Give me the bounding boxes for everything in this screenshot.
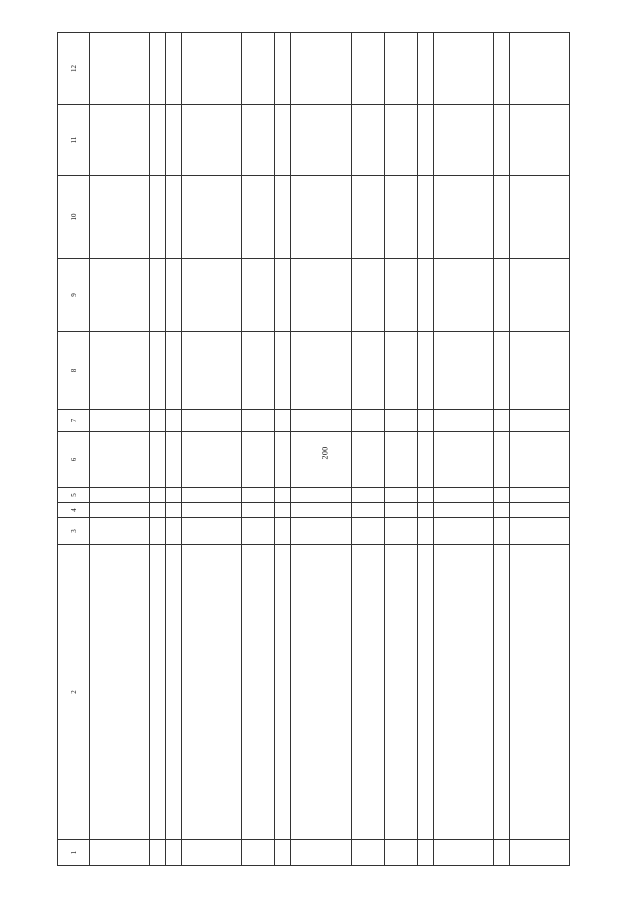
value-cell-c6 xyxy=(90,432,150,488)
row-name-cell xyxy=(166,545,182,840)
value-cell-c10 xyxy=(90,176,150,259)
value-cell-c11 xyxy=(166,105,182,176)
value-cell-c6 xyxy=(291,432,351,488)
value-cell-c3 xyxy=(417,518,433,545)
value-cell-c12 xyxy=(351,33,384,105)
row-marker-cell xyxy=(166,840,182,866)
row-marker-cell xyxy=(90,840,150,866)
value-cell-c11 xyxy=(242,105,275,176)
value-cell-c5 xyxy=(242,488,275,503)
table-row xyxy=(509,33,569,866)
value-cell-c8 xyxy=(275,332,291,410)
value-cell-c12 xyxy=(90,33,150,105)
value-cell-c11 xyxy=(493,105,509,176)
row-name-cell xyxy=(291,545,351,840)
value-cell-c12 xyxy=(493,33,509,105)
value-cell-c6 xyxy=(275,432,291,488)
value-cell-c5 xyxy=(493,488,509,503)
value-cell-c3 xyxy=(351,518,384,545)
value-cell-c6 xyxy=(493,432,509,488)
value-cell-c6 xyxy=(242,432,275,488)
column-header: 6 xyxy=(58,432,90,488)
page-number: 200 xyxy=(320,446,330,460)
row-marker-cell xyxy=(242,840,275,866)
value-cell-c6 xyxy=(182,432,242,488)
value-cell-c10 xyxy=(150,176,166,259)
value-cell-c8 xyxy=(417,332,433,410)
value-cell-c6 xyxy=(351,432,384,488)
value-cell-c12 xyxy=(417,33,433,105)
value-cell-c4 xyxy=(433,503,493,518)
value-cell-c4 xyxy=(166,503,182,518)
value-cell-c8 xyxy=(291,332,351,410)
row-name-cell xyxy=(351,545,384,840)
table-row xyxy=(433,33,493,866)
row-name-cell xyxy=(242,545,275,840)
value-cell-c5 xyxy=(90,488,150,503)
row-marker-cell xyxy=(417,840,433,866)
value-cell-c5 xyxy=(433,488,493,503)
table-row xyxy=(384,33,417,866)
row-marker-cell xyxy=(351,840,384,866)
row-marker-cell xyxy=(291,840,351,866)
value-cell-c5 xyxy=(417,488,433,503)
table-row xyxy=(493,33,509,866)
value-cell-c3 xyxy=(150,518,166,545)
value-cell-c10 xyxy=(291,176,351,259)
value-cell-c4 xyxy=(90,503,150,518)
value-cell-c3 xyxy=(291,518,351,545)
value-cell-c8 xyxy=(509,332,569,410)
value-cell-c7 xyxy=(90,410,150,432)
value-cell-c12 xyxy=(275,33,291,105)
value-cell-c9 xyxy=(493,259,509,332)
value-cell-c11 xyxy=(417,105,433,176)
row-name-cell xyxy=(275,545,291,840)
value-cell-c6 xyxy=(166,432,182,488)
value-cell-c7 xyxy=(182,410,242,432)
value-cell-c4 xyxy=(351,503,384,518)
value-cell-c10 xyxy=(166,176,182,259)
value-cell-c6 xyxy=(150,432,166,488)
row-marker-cell xyxy=(150,840,166,866)
value-cell-c5 xyxy=(275,488,291,503)
value-cell-c9 xyxy=(275,259,291,332)
value-cell-c12 xyxy=(433,33,493,105)
value-cell-c4 xyxy=(275,503,291,518)
value-cell-c4 xyxy=(509,503,569,518)
value-cell-c3 xyxy=(509,518,569,545)
column-header: 5 xyxy=(58,488,90,503)
column-header: 2 xyxy=(58,545,90,840)
value-cell-c5 xyxy=(384,488,417,503)
value-cell-c4 xyxy=(384,503,417,518)
value-cell-c12 xyxy=(291,33,351,105)
value-cell-c5 xyxy=(150,488,166,503)
table-row xyxy=(417,33,433,866)
value-cell-c12 xyxy=(150,33,166,105)
value-cell-c5 xyxy=(351,488,384,503)
table-row xyxy=(90,33,150,866)
row-marker-cell xyxy=(509,840,569,866)
column-header: 11 xyxy=(58,105,90,176)
table-body xyxy=(90,33,570,866)
value-cell-c11 xyxy=(509,105,569,176)
value-cell-c9 xyxy=(384,259,417,332)
value-cell-c11 xyxy=(433,105,493,176)
table-row xyxy=(275,33,291,866)
value-cell-c9 xyxy=(351,259,384,332)
value-cell-c9 xyxy=(90,259,150,332)
row-marker-cell xyxy=(493,840,509,866)
value-cell-c8 xyxy=(433,332,493,410)
value-cell-c11 xyxy=(275,105,291,176)
value-cell-c3 xyxy=(182,518,242,545)
value-cell-c12 xyxy=(166,33,182,105)
column-header: 7 xyxy=(58,410,90,432)
value-cell-c5 xyxy=(291,488,351,503)
table-row xyxy=(291,33,351,866)
column-header: 10 xyxy=(58,176,90,259)
value-cell-c3 xyxy=(493,518,509,545)
value-cell-c10 xyxy=(182,176,242,259)
value-cell-c4 xyxy=(242,503,275,518)
value-cell-c11 xyxy=(90,105,150,176)
rotated-table-container xyxy=(57,33,570,866)
value-cell-c9 xyxy=(291,259,351,332)
row-marker-cell xyxy=(275,840,291,866)
value-cell-c7 xyxy=(166,410,182,432)
value-cell-c3 xyxy=(433,518,493,545)
value-cell-c5 xyxy=(509,488,569,503)
value-cell-c11 xyxy=(150,105,166,176)
budget-table xyxy=(57,32,570,866)
table-row xyxy=(150,33,166,866)
value-cell-c7 xyxy=(150,410,166,432)
value-cell-c3 xyxy=(384,518,417,545)
value-cell-c10 xyxy=(493,176,509,259)
column-header: 3 xyxy=(58,518,90,545)
row-name-cell xyxy=(182,545,242,840)
value-cell-c7 xyxy=(291,410,351,432)
value-cell-c11 xyxy=(182,105,242,176)
value-cell-c8 xyxy=(384,332,417,410)
row-name-cell xyxy=(150,545,166,840)
value-cell-c8 xyxy=(90,332,150,410)
value-cell-c7 xyxy=(275,410,291,432)
value-cell-c6 xyxy=(509,432,569,488)
value-cell-c6 xyxy=(384,432,417,488)
value-cell-c10 xyxy=(417,176,433,259)
value-cell-c6 xyxy=(417,432,433,488)
value-cell-c7 xyxy=(242,410,275,432)
value-cell-c10 xyxy=(433,176,493,259)
column-header: 9 xyxy=(58,259,90,332)
value-cell-c3 xyxy=(166,518,182,545)
row-name-cell xyxy=(509,545,569,840)
value-cell-c8 xyxy=(242,332,275,410)
row-name-cell xyxy=(90,545,150,840)
value-cell-c8 xyxy=(351,332,384,410)
value-cell-c10 xyxy=(351,176,384,259)
row-marker-cell xyxy=(182,840,242,866)
value-cell-c9 xyxy=(433,259,493,332)
table-row xyxy=(351,33,384,866)
table-row xyxy=(166,33,182,866)
value-cell-c7 xyxy=(384,410,417,432)
value-cell-c10 xyxy=(275,176,291,259)
table-row xyxy=(182,33,242,866)
value-cell-c8 xyxy=(182,332,242,410)
value-cell-c9 xyxy=(509,259,569,332)
value-cell-c11 xyxy=(291,105,351,176)
column-header: 1 xyxy=(58,840,90,866)
value-cell-c8 xyxy=(150,332,166,410)
value-cell-c12 xyxy=(242,33,275,105)
value-cell-c7 xyxy=(433,410,493,432)
value-cell-c9 xyxy=(417,259,433,332)
value-cell-c4 xyxy=(291,503,351,518)
value-cell-c9 xyxy=(150,259,166,332)
value-cell-c4 xyxy=(493,503,509,518)
value-cell-c3 xyxy=(242,518,275,545)
value-cell-c7 xyxy=(417,410,433,432)
table-row xyxy=(242,33,275,866)
value-cell-c8 xyxy=(166,332,182,410)
value-cell-c4 xyxy=(182,503,242,518)
value-cell-c5 xyxy=(166,488,182,503)
value-cell-c7 xyxy=(351,410,384,432)
row-name-cell xyxy=(493,545,509,840)
value-cell-c12 xyxy=(509,33,569,105)
value-cell-c11 xyxy=(351,105,384,176)
column-header: 8 xyxy=(58,332,90,410)
value-cell-c11 xyxy=(384,105,417,176)
value-cell-c9 xyxy=(166,259,182,332)
value-cell-c9 xyxy=(242,259,275,332)
row-marker-cell xyxy=(433,840,493,866)
row-name-cell xyxy=(433,545,493,840)
value-cell-c12 xyxy=(182,33,242,105)
value-cell-c6 xyxy=(433,432,493,488)
value-cell-c7 xyxy=(509,410,569,432)
value-cell-c4 xyxy=(150,503,166,518)
value-cell-c7 xyxy=(493,410,509,432)
value-cell-c3 xyxy=(275,518,291,545)
value-cell-c3 xyxy=(90,518,150,545)
row-name-cell xyxy=(384,545,417,840)
row-marker-cell xyxy=(384,840,417,866)
column-header: 12 xyxy=(58,33,90,105)
value-cell-c4 xyxy=(417,503,433,518)
value-cell-c8 xyxy=(493,332,509,410)
value-cell-c12 xyxy=(384,33,417,105)
value-cell-c10 xyxy=(384,176,417,259)
value-cell-c9 xyxy=(182,259,242,332)
row-name-cell xyxy=(417,545,433,840)
value-cell-c10 xyxy=(509,176,569,259)
table-header-row xyxy=(58,33,90,866)
value-cell-c10 xyxy=(242,176,275,259)
column-header: 4 xyxy=(58,503,90,518)
value-cell-c5 xyxy=(182,488,242,503)
